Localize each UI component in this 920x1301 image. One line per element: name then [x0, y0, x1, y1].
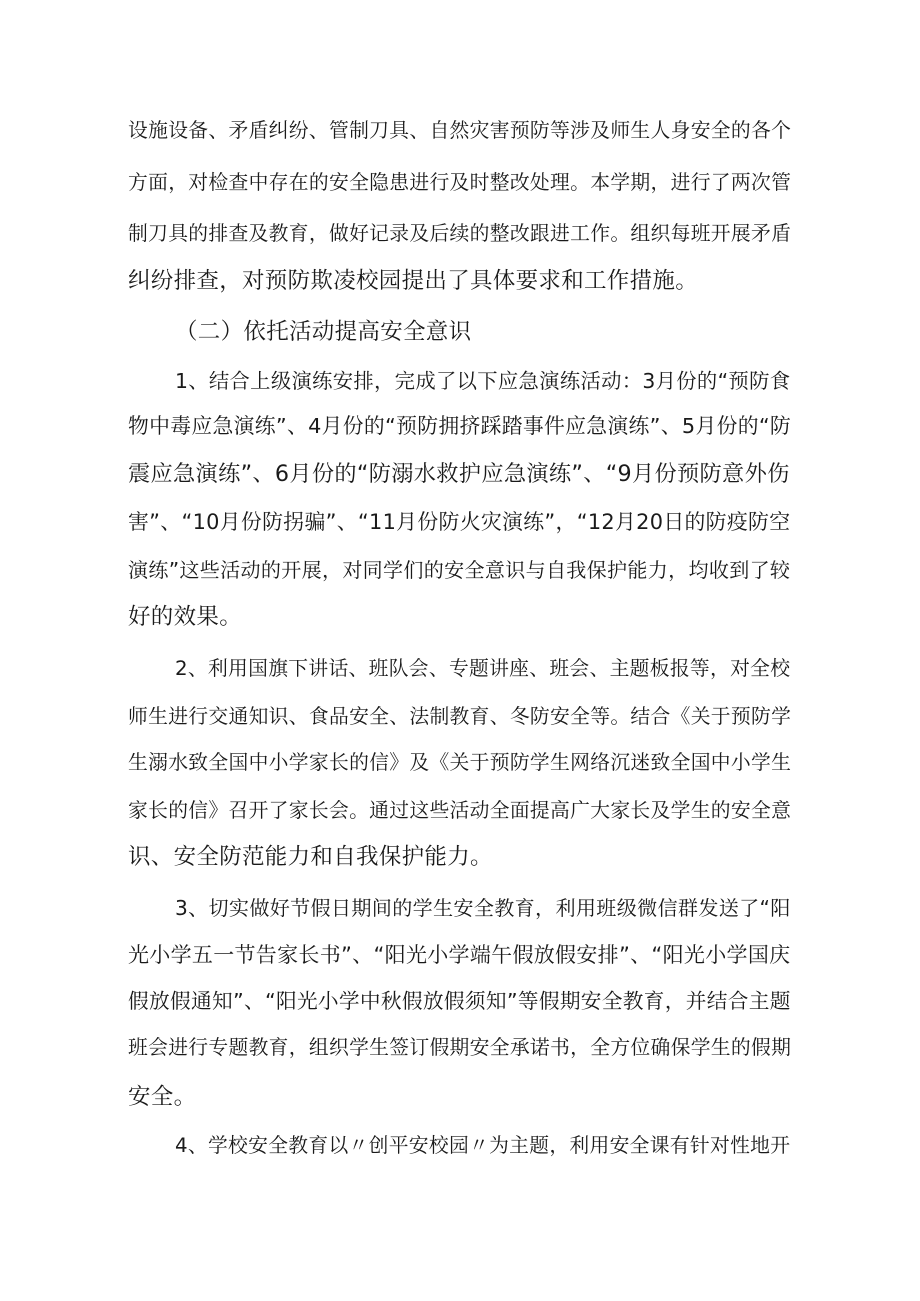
- text-line: 生溺水致全国中小学家长的信》及《关于预防学生网络沉迷致全国中小学生: [128, 751, 792, 774]
- text-line: 1、结合上级演练安排，完成了以下应急演练活动：3月份的“预防食: [175, 369, 791, 393]
- text-line: 害”、“10月份防拐骗”、“11月份防火灾演练”，“12月20日的防疫防空: [128, 510, 791, 534]
- text-line: 师生进行交通知识、食品安全、法制教育、冬防安全等。结合《关于预防学: [128, 705, 792, 728]
- text-line: 识、安全防范能力和自我保护能力。: [128, 844, 493, 870]
- text-line: 好的效果。: [128, 604, 243, 630]
- text-line: 纠纷排查，对预防欺凌校园提出了具体要求和工作措施。: [128, 268, 699, 294]
- text-line: 假放假通知”、“阳光小学中秋假放假须知”等假期安全教育，并结合主题: [128, 989, 791, 1013]
- text-line: 方面，对检查中存在的安全隐患进行及时整改处理。本学期，进行了两次管: [128, 171, 792, 194]
- text-line: 2、利用国旗下讲话、班队会、专题讲座、班会、主题板报等，对全校: [175, 657, 791, 680]
- text-line: 光小学五一节告家长书”、“阳光小学端午假放假安排”、“阳光小学国庆: [128, 942, 791, 967]
- text-line: 4、学校安全教育以〃创平安校园〃为主题，利用安全课有针对性地开: [175, 1134, 791, 1157]
- text-line: 设施设备、矛盾纠纷、管制刀具、自然灾害预防等涉及师生人身安全的各个: [128, 119, 792, 142]
- text-line: 物中毒应急演练”、4月份的“预防拥挤踩踏事件应急演练”、5月份的“防: [128, 414, 792, 438]
- text-line: 演练”这些活动的开展，对同学们的安全意识与自我保护能力，均收到了较: [128, 558, 791, 582]
- text-line: 制刀具的排查及教育，做好记录及后续的整改跟进工作。组织每班开展矛盾: [128, 222, 792, 245]
- text-line: 3、切实做好节假日期间的学生安全教育，利用班级微信群发送了“阳: [175, 896, 791, 920]
- text-line: 家长的信》召开了家长会。通过这些活动全面提高广大家长及学生的安全意: [128, 799, 792, 822]
- text-line: 安全。: [128, 1084, 197, 1110]
- text-line: 班会进行专题教育，组织学生签订假期安全承诺书，全方位确保学生的假期: [128, 1036, 792, 1059]
- section-heading: （二）依托活动提高安全意识: [175, 319, 472, 345]
- text-line: 震应急演练”、6月份的“防溺水救护应急演练”、“9月份预防意外伤: [128, 461, 790, 487]
